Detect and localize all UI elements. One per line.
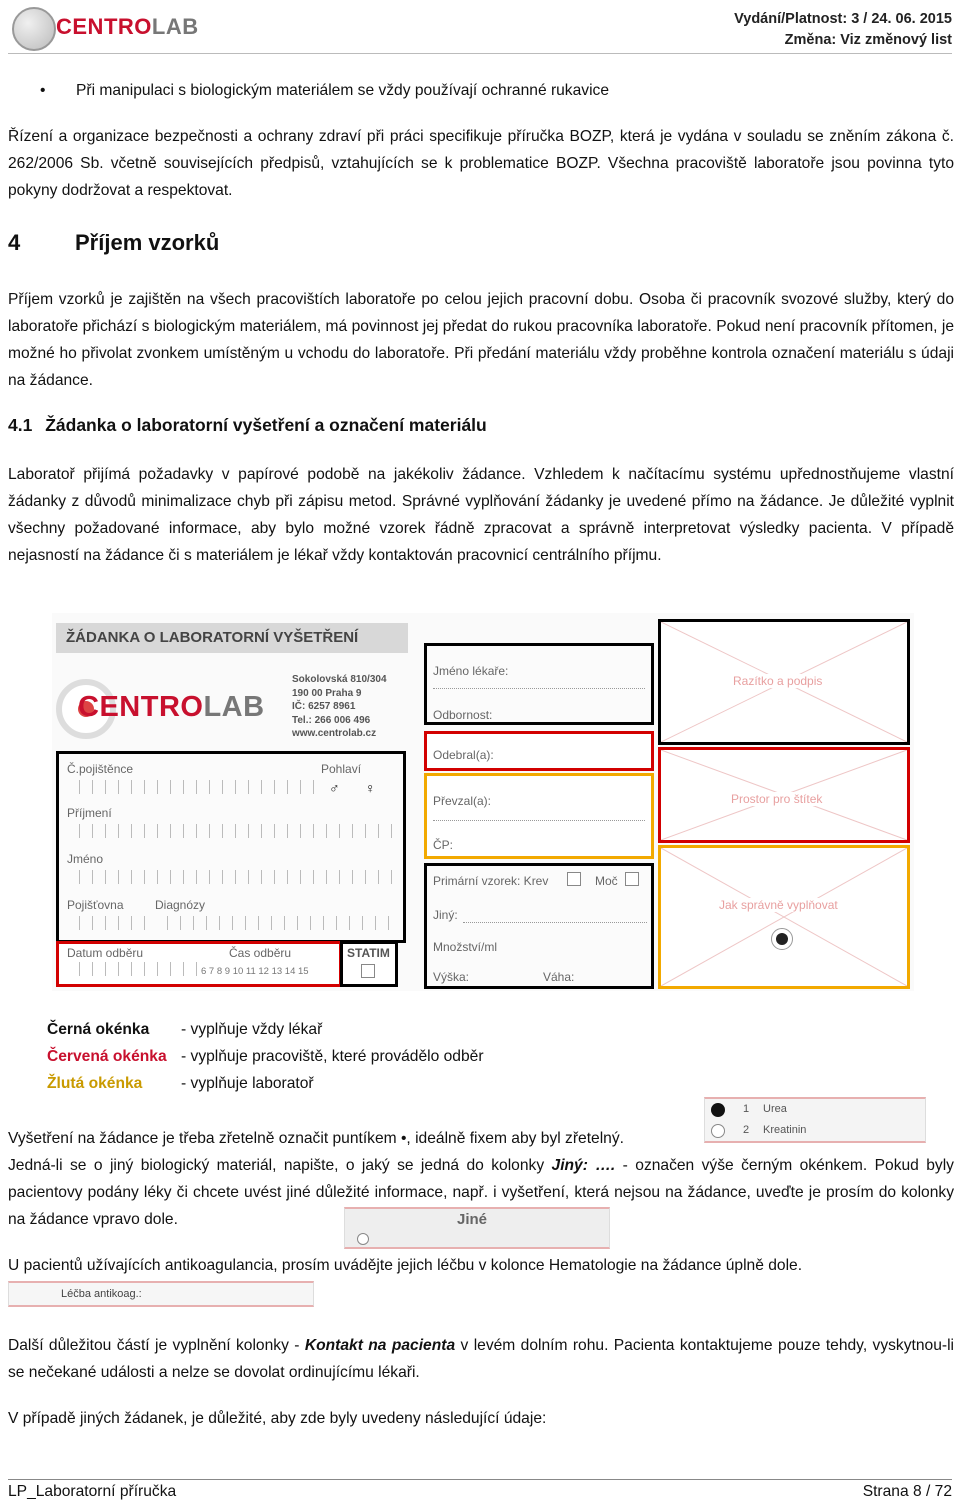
legend-red-name: Červená okénka [47,1048,167,1065]
how-to-box [658,845,910,989]
address-line: IČ: 6257 8961 [292,701,356,712]
change-line: Změna: Viz změnový list [784,32,952,48]
para-jiny-a: Jedná-li se o jiný biologický materiál, napište, o jaký se jedná do kolonky [8,1157,545,1174]
dot-example-icon [771,928,793,950]
stamp-label: Razítko a podpis [733,674,823,688]
address-line: Tel.: 266 006 496 [292,714,371,726]
specialty-label: Odbornost: [433,708,493,722]
name-cells[interactable] [67,870,397,884]
diagnosis-label: Diagnózy [155,898,206,912]
insurance-no-label: Č.pojištěnce [67,762,134,776]
jine-label: Jiné [457,1211,488,1228]
header-meta [734,9,952,51]
form-title: ŽÁDANKA O LABORATORNÍ VYŠETŘENÍ [66,629,359,646]
address-line: Sokolovská 810/304 [292,674,387,685]
para-bozp: Řízení a organizace bezpečnosti a ochrany zdraví při práci specifikuje příručka BOZP, která je vydána v souladu se zněním zákona č. 262/2006 Sb. včetně souvisejících předpisů, vztahujících se k problematice BOZP. Všechna pracoviště laboratoře jsou povinna tyto pokyny dodržovat a respektovat. [8,128,954,199]
section-41-title: Žádanka o laboratorní vyšetření a označení materiálu [45,415,487,435]
filled-dot-icon [711,1103,725,1117]
received-box[interactable] [424,773,654,859]
header-logo [56,14,199,40]
primary-sample-label: Primární vzorek: Krev [433,874,549,888]
doctor-name-label: Jméno lékaře: [433,664,509,678]
form-logo-red: CENTRO [78,691,204,723]
lecba-label: Léčba antikoag.: [61,1288,142,1300]
jine-empty-dot-icon [357,1233,369,1245]
statim-checkbox[interactable] [361,964,375,978]
legend-yellow-desc: - vyplňuje laboratoř [181,1075,314,1092]
legend-black-name: Černá okénka [47,1021,150,1038]
jine-snippet [344,1207,610,1249]
legend-row-black [47,1016,484,1043]
bullet-text: Při manipulaci s biologickým materiálem se vždy používají ochranné rukavice [76,82,610,99]
label-space-label: Prostor pro štítek [731,792,823,806]
form-logo-grey: LAB [203,691,265,723]
urine-label: Moč [595,874,618,888]
header-logo-grey: LAB [151,14,199,39]
header-divider [8,53,952,54]
received-by-label: Převzal(a): [433,794,492,808]
kreatinin-name: Kreatinin [763,1124,807,1136]
section-41-heading [8,415,487,436]
stamp-box[interactable] [658,619,910,745]
how-to-label: Jak správně vyplňovat [719,898,838,912]
insurance-no-cells[interactable] [67,780,317,794]
address-line: www.centrolab.cz [292,728,377,739]
footer-left: LP_Laboratorní příručka [8,1483,177,1500]
other-label: Jiný: [433,908,458,922]
female-icon: ♀ [365,780,376,796]
male-icon: ♂ [329,780,340,796]
form-address [292,673,387,741]
sample-box[interactable] [424,863,654,989]
collection-box[interactable] [56,941,342,987]
para-kontakt-c: v levém dolním rohu. Pacienta kontaktujeme pouze tehdy, vyskytnou-li se nečekané události a nelze se dovolat ordinujícímu lékaři. [8,1337,954,1381]
statim-box[interactable] [340,941,398,987]
diagnosis-cells[interactable] [155,916,395,930]
bullet-dot-icon: • [40,82,46,99]
address-line: 190 00 Praha 9 [292,687,362,699]
urea-snippet [704,1097,926,1143]
section-41-number: 4.1 [8,415,33,435]
para-jiny-b: Jiný: …. [551,1157,616,1174]
height-label: Výška: [433,970,470,984]
insurer-cells[interactable] [67,916,147,930]
logo-emblem-icon [12,7,56,51]
para-mark: Vyšetření na žádance je třeba zřetelně označit puntíkem •, ideálně fixem aby byl zřetelný. [8,1130,624,1147]
footer-divider [8,1479,952,1480]
lecba-snippet [8,1281,314,1307]
weight-label: Váha: [543,970,575,984]
legend-red-desc: - vyplňuje pracoviště, které provádělo odběr [181,1048,484,1065]
collection-date-cells[interactable] [67,962,197,976]
section-4-heading [8,230,220,256]
legend-row-red [47,1043,484,1070]
para-antikoag: U pacientů užívajících antikoagulancia, prosím uvádějte jejich léčbu v kolonce Hematologie na žádance úplně dole. [8,1257,803,1274]
other-line[interactable] [463,922,647,923]
patient-box[interactable] [56,751,406,943]
surname-label: Příjmení [67,806,112,820]
label-space-box[interactable] [658,747,910,843]
version-line: Vydání/Platnost: 3 / 24. 06. 2015 [734,11,952,27]
urea-name: Urea [763,1103,787,1115]
urea-no: 1 [743,1103,750,1115]
how-to-cross [661,848,907,986]
empty-dot-icon [711,1124,725,1138]
statim-label: STATIM [347,946,390,960]
para-jiny-c: - označen výše černým okénkem. Pokud byly pacientovy podány léky či chcete uvést jiné důležité informace, např. i vyšetření, která nejsou na žádance, uveďte je prosím do kolonky na žádance vpravo dole. [8,1157,954,1228]
name-label: Jméno [67,852,104,866]
received-line[interactable] [433,820,645,821]
section-4-para: Příjem vzorků je zajištěn na všech pracovištích laboratoře po celou jejich pracovní dobu. Osoba či pracovník svozové služby, který do laboratoře přichází s biologickým materiálem, má povinnost jej předat do rukou pracovníka laboratoře. Pokud není pracovník přítomen, je možné ho přivolat zvonkem umístěným u vchodu do laboratoře. Při předání materiálu vždy proběhne kontrola označení materiálu s údaji na žádance. [8,291,954,389]
para-kontakt-a: Další důležitou částí je vyplnění kolonky - [8,1337,300,1354]
blood-checkbox[interactable] [567,872,581,886]
para-kontakt-b: Kontakt na pacienta [304,1337,456,1354]
sex-label: Pohlaví [321,762,362,776]
footer-right: Strana 8 / 72 [862,1483,952,1500]
section-4-title: Příjem vzorků [75,230,220,255]
section-4-number: 4 [8,230,21,255]
cp-label: ČP: [433,838,454,852]
time-numbers: 6 7 8 9 10 11 12 13 14 15 [201,966,309,977]
doctor-name-line[interactable] [433,688,645,689]
header-logo-red: CENTRO [56,14,152,39]
collection-date-label: Datum odběru [67,946,144,960]
collection-time-label: Čas odběru [229,946,292,960]
quantity-label: Množství/ml [433,940,498,954]
surname-cells[interactable] [67,824,397,838]
collected-by-label: Odebral(a): [433,748,494,762]
collected-by-box[interactable] [424,731,654,771]
para-other: V případě jiných žádanek, je důležité, aby zde byly uvedeny následující údaje: [8,1410,547,1427]
legend [47,1016,484,1097]
legend-black-desc: - vyplňuje vždy lékař [181,1021,323,1038]
legend-yellow-name: Žlutá okénka [47,1075,143,1092]
section-41-para: Laboratoř přijímá požadavky v papírové podobě na jakékoliv žádance. Vzhledem k načítacímu systému upřednostňujeme vlastní žádanky z důvodů minimalizace chyb při zápisu metod. Správné vyplňování žádanky je uvedené přímo na žádance. Je důležité vyplnit všechny požadované informace, aby bylo možné vzorek řádně zpracovat a správně interpretovat výsledky pacienta. V případě nejasností na žádance či s materiálem je lékař vždy kontaktován pracovnicí centrálního příjmu. [8,466,954,564]
insurer-label: Pojišťovna [67,898,124,912]
form-logo [78,691,265,724]
kreatinin-no: 2 [743,1124,750,1136]
para-kontakt [8,1332,954,1386]
legend-row-yellow [47,1070,484,1097]
doctor-box[interactable] [424,643,654,725]
urine-checkbox[interactable] [625,872,639,886]
form-figure [52,613,914,991]
